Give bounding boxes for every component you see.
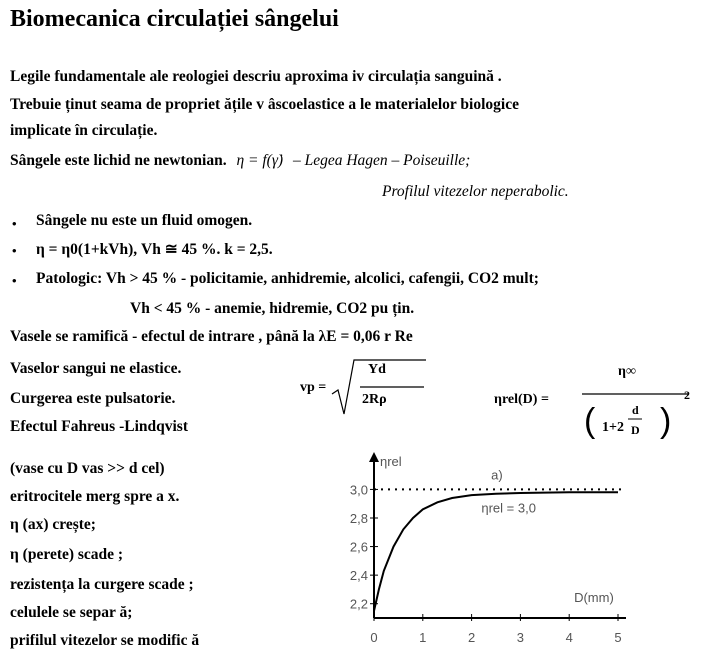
x-tick-label: 0 xyxy=(370,630,378,645)
y-tick-label: 2,6 xyxy=(349,539,368,555)
vp-formula-lhs: vp = xyxy=(300,380,327,395)
lower-line-5: rezistența la curgere scade ; xyxy=(10,576,194,593)
bullet-icon: • xyxy=(12,243,17,258)
bullet-2: η = η0(1+kVh), Vh ≅ 45 %. k = 2,5. xyxy=(36,241,273,258)
bullet-1: Sângele nu este un fluid omogen. xyxy=(36,212,253,229)
page-title: Biomecanica circulației sângelui xyxy=(10,6,339,32)
x-tick-label: 5 xyxy=(614,630,622,645)
x-tick-label: 3 xyxy=(516,630,525,645)
eta-rel-formula-lhs: ηrel(D) = xyxy=(494,392,549,407)
y-tick-label: 3,0 xyxy=(349,482,368,498)
x-tick-label: 2 xyxy=(467,630,476,645)
y-axis-arrow xyxy=(369,452,379,462)
bullet-3-continuation: Vh < 45 % - anemie, hidremie, CO2 pu țin. xyxy=(130,300,415,317)
svg-text:(: ( xyxy=(584,402,596,440)
svg-text:): ) xyxy=(660,402,672,440)
bullet-3: Patologic: Vh > 45 % - policitamie, anhidremie, alcolici, cafengii, CO2 mult; xyxy=(36,270,539,287)
eta-rel-den-den: D xyxy=(631,423,640,437)
intro-line-3: implicate în circulație. xyxy=(10,122,158,139)
y-tick-label: 2,8 xyxy=(349,511,368,526)
viscosity-chart xyxy=(332,450,632,660)
eta-rel-den-a: 1+2 xyxy=(602,420,624,435)
intro-line-1: Legile fundamentale ale reologiei descriu aproxima iv circulația sanguină . xyxy=(10,68,502,85)
x-tick-label: 4 xyxy=(565,630,573,645)
eta-rel-exponent: 2 xyxy=(684,388,690,402)
vp-denominator: 2Rρ xyxy=(362,392,387,407)
curve-label: ηrel = 3,0 xyxy=(481,500,536,516)
x-axis-label: D(mm) xyxy=(574,590,614,605)
y-tick-label: 2,2 xyxy=(349,596,368,612)
lower-line-7: prifilul vitezelor se modific ă xyxy=(10,632,200,649)
left-line-1: Vaselor sangui ne elastice. xyxy=(10,360,182,377)
asymptote-label: a) xyxy=(491,467,503,483)
vasele-line: Vasele se ramifică - efectul de intrare , până la λE = 0,06 r Re xyxy=(10,328,413,345)
viscosity-formula: η = f(γ̇) xyxy=(236,152,284,169)
eta-rel-den-num: d xyxy=(632,403,639,417)
lower-line-1: (vase cu D vas >> d cel) xyxy=(10,460,165,477)
x-tick-label: 1 xyxy=(419,630,427,645)
lower-line-6: celulele se separ ă; xyxy=(10,604,133,621)
y-axis-label: ηrel xyxy=(380,454,402,469)
left-line-2: Curgerea este pulsatorie. xyxy=(10,390,176,407)
intro-line-4 xyxy=(10,152,470,170)
lower-line-2: eritrocitele merg spre a x. xyxy=(10,488,180,505)
bullet-icon: • xyxy=(12,216,17,231)
eta-rel-fraction-bar xyxy=(580,386,700,446)
vp-numerator: Yd xyxy=(368,362,386,377)
bullet-icon: • xyxy=(12,273,17,288)
eta-rel-numerator: η∞ xyxy=(618,364,636,379)
y-tick-label: 2,4 xyxy=(349,568,368,584)
hagen-poiseuille-law: – Legea Hagen – Poiseuille; xyxy=(292,152,471,169)
intro-line-5: Profilul vitezelor neperabolic. xyxy=(382,183,569,200)
lower-line-4: η (perete) scade ; xyxy=(10,546,124,563)
intro-line-2: Trebuie ținut seama de propriet ățile v âscoelastice a le materialelor biologice xyxy=(10,96,519,113)
left-line-3: Efectul Fahreus -Lindqvist xyxy=(10,418,188,435)
intro-line-4-text: Sângele este lichid ne newtonian. xyxy=(10,152,227,169)
lower-line-3: η (ax) crește; xyxy=(10,516,96,533)
